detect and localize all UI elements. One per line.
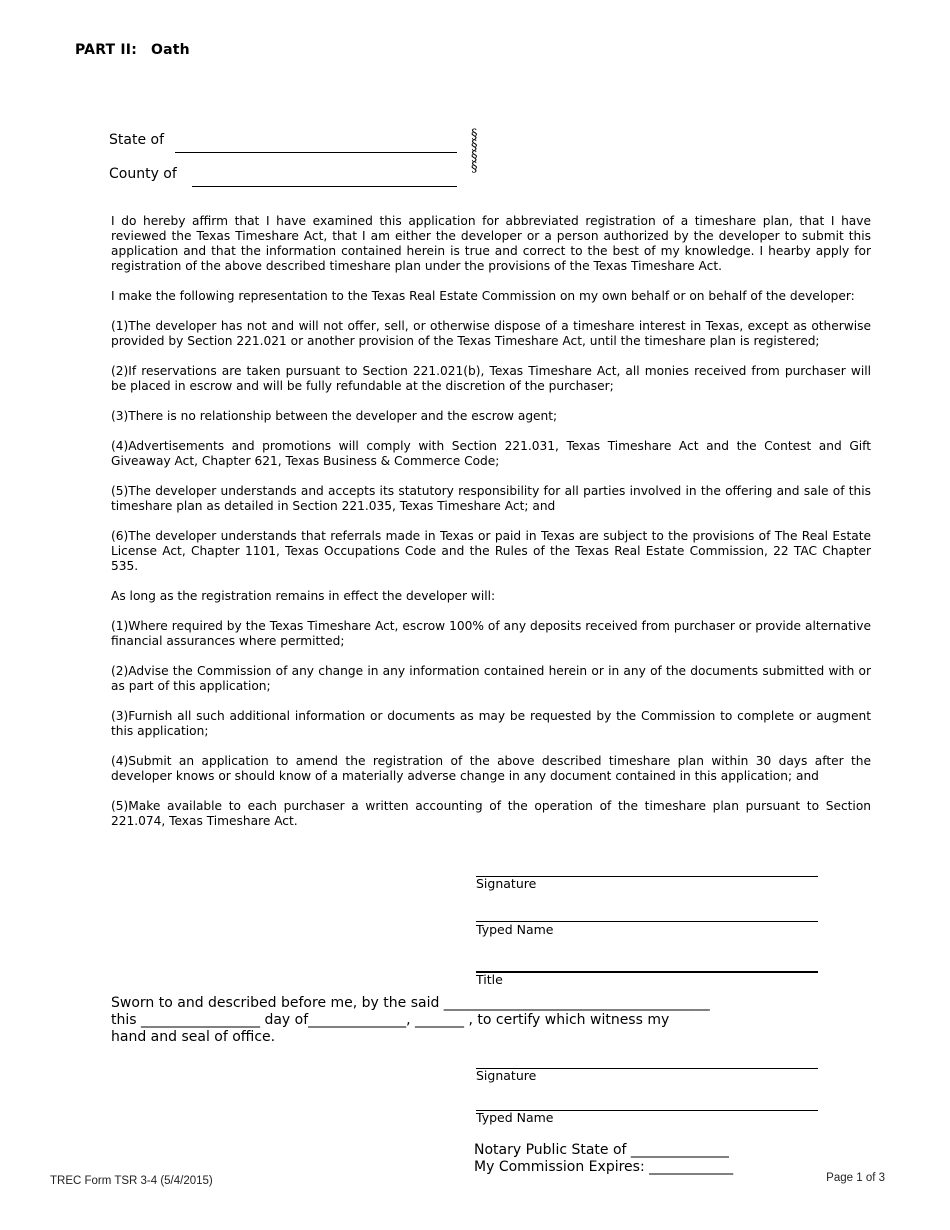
representation-item-3: (3)There is no relationship between the developer and the escrow agent; <box>111 409 558 423</box>
section-mark: § <box>471 127 478 142</box>
state-label: State of <box>109 132 165 148</box>
sworn-line-2: this _________________ day of______________, _______ , to certify which witness my <box>111 1012 670 1028</box>
notary-state-line: Notary Public State of ______________ <box>474 1142 729 1158</box>
section-mark: § <box>471 138 478 153</box>
section-marks <box>471 129 478 173</box>
sworn-statement <box>111 995 811 1046</box>
obligations-intro: As long as the registration remains in effect the developer will: <box>111 589 496 603</box>
obligation-item-4: (4)Submit an application to amend the registration of the above described timeshare plan within 30 days after the developer knows or should know of a materially adverse change in any document contained in this application; and <box>111 754 871 783</box>
representation-item-6: (6)The developer understands that referrals made in Texas or paid in Texas are subject to the provisions of The Real Estate License Act, Chapter 1101, Texas Occupations Code and the Rules of the Texas Real Estate Commission, 22 TAC Chapter 535. <box>111 529 871 573</box>
part-label: PART II: <box>75 42 138 58</box>
oath-body <box>111 214 871 844</box>
notary-commission-line: My Commission Expires: ____________ <box>474 1159 734 1175</box>
representation-intro: I make the following representation to the Texas Real Estate Commission on my own behalf or on behalf of the developer: <box>111 289 855 303</box>
section-mark: § <box>471 149 478 164</box>
developer-signature-label: Signature <box>476 876 537 891</box>
sworn-line-1: Sworn to and described before me, by the said ______________________________________ <box>111 995 710 1011</box>
obligation-item-5: (5)Make available to each purchaser a written accounting of the operation of the timeshare plan pursuant to Section 221.074, Texas Timeshare Act. <box>111 799 871 828</box>
developer-title-line[interactable] <box>476 971 818 973</box>
state-field[interactable] <box>175 152 457 153</box>
obligation-item-3: (3)Furnish all such additional information or documents as may be requested by the Commission to complete or augment this application; <box>111 709 871 738</box>
county-field[interactable] <box>192 186 457 187</box>
notary-typed-name-label: Typed Name <box>476 1110 554 1125</box>
county-label: County of <box>109 166 177 182</box>
obligation-item-1: (1)Where required by the Texas Timeshare Act, escrow 100% of any deposits received from purchaser or provide alternative financial assurances where permitted; <box>111 619 871 648</box>
page-heading <box>75 42 190 58</box>
representation-item-2: (2)If reservations are taken pursuant to Section 221.021(b), Texas Timeshare Act, all monies received from purchaser will be placed in escrow and will be fully refundable at the discretion of the purchaser; <box>111 364 871 393</box>
obligation-item-2: (2)Advise the Commission of any change in any information contained herein or in any of the documents submitted with or as part of this application; <box>111 664 871 693</box>
representation-item-5: (5)The developer understands and accepts its statutory responsibility for all parties involved in the offering and sale of this timeshare plan as detailed in Section 221.035, Texas Timeshare Act; and <box>111 484 871 513</box>
developer-typed-name-label: Typed Name <box>476 922 554 937</box>
representation-item-4: (4)Advertisements and promotions will comply with Section 221.031, Texas Timeshare Act and the Contest and Gift Giveaway Act, Chapter 621, Texas Business & Commerce Code; <box>111 439 871 468</box>
representation-item-1: (1)The developer has not and will not offer, sell, or otherwise dispose of a timeshare interest in Texas, except as otherwise provided by Section 221.021 or another provision of the Texas Timeshare Act, until the timeshare plan is registered; <box>111 319 871 348</box>
notary-signature-label: Signature <box>476 1068 537 1083</box>
sworn-line-3: hand and seal of office. <box>111 1029 276 1045</box>
form-identifier: TREC Form TSR 3-4 (5/4/2015) <box>50 1175 213 1187</box>
developer-title-label: Title <box>476 972 503 987</box>
heading-title: Oath <box>151 42 190 58</box>
page-number: Page 1 of 3 <box>826 1172 885 1184</box>
section-mark: § <box>471 160 478 175</box>
affirmation-paragraph: I do hereby affirm that I have examined this application for abbreviated registration of a timeshare plan, that I have reviewed the Texas Timeshare Act, that I am either the developer or a person authorized by the developer to submit this application and that the information contained herein is true and correct to the best of my knowledge. I hearby apply for registration of the above described timeshare plan under the provisions of the Texas Timeshare Act. <box>111 214 871 273</box>
